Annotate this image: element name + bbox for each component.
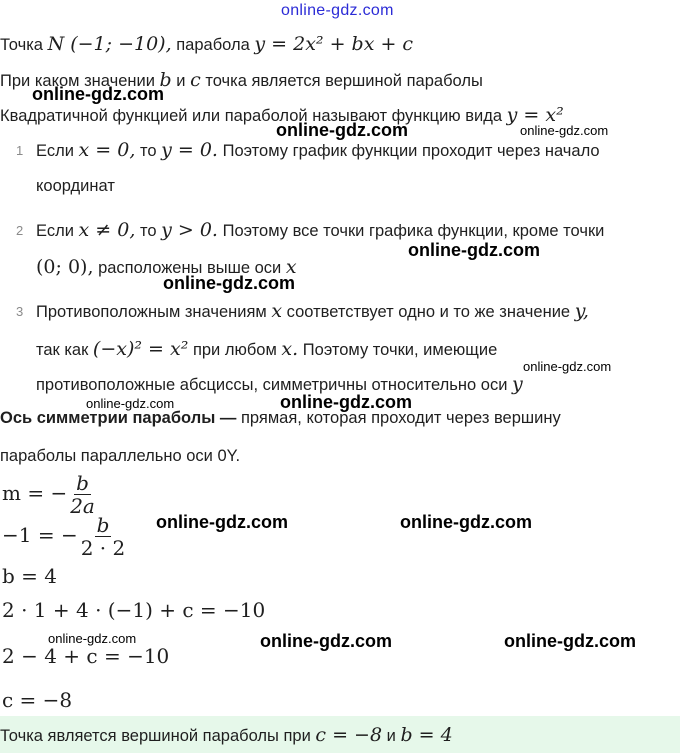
list-item-continuation: координат (36, 177, 115, 195)
answer-c: c = −8 (315, 724, 383, 746)
axis-text: прямая, которая проходит через вершину (240, 409, 561, 427)
problem-prefix: Точка (0, 36, 43, 54)
watermark: online-gdz.com (504, 631, 636, 651)
fraction-denominator: 2 · 2 (80, 536, 126, 560)
list-text: Если (36, 142, 74, 160)
list-text: противоположные абсциссы, симметричны относительно оси (36, 376, 508, 394)
axis-definition-continuation: параболы параллельно оси 0Y. (0, 447, 241, 465)
answer-b: b = 4 (400, 724, 453, 746)
watermark: online-gdz.com (400, 512, 532, 532)
list-formula: y (512, 373, 523, 395)
list-text: расположены выше оси (98, 259, 282, 277)
equation: b = 4 (2, 564, 57, 588)
watermark: online-gdz.com (280, 392, 412, 412)
fraction-numerator: b (76, 471, 89, 495)
fraction (81, 514, 126, 559)
list-formula: y > 0. (161, 219, 218, 241)
list-text: Противоположным значениям (36, 303, 267, 321)
watermark-small: online-gdz.com (520, 123, 609, 138)
list-text: Поэтому все точки графика функции, кроме точки (222, 222, 605, 240)
list-formula: x (271, 300, 283, 322)
equation (2, 514, 128, 559)
equation: 2 · 1 + 4 · (−1) + c = −10 (2, 598, 266, 622)
list-text: Поэтому график функции проходит через начало (222, 142, 600, 160)
definition-text: Квадратичной функцией или параболой называют функцию вида (0, 107, 503, 125)
list-text: Поэтому точки, имеющие (302, 341, 498, 359)
list-number: 2 (16, 223, 24, 238)
list-number: 3 (16, 304, 24, 319)
list-formula: x (285, 256, 297, 278)
equation (2, 472, 98, 517)
answer-line (0, 720, 453, 751)
problem-mid: парабола (176, 36, 250, 54)
list-formula: y, (574, 300, 589, 322)
point-formula: N (−1; −10), (47, 33, 172, 55)
list-text: то (139, 222, 157, 240)
axis-definition (0, 404, 561, 432)
watermark: online-gdz.com (156, 512, 288, 532)
watermark-small: online-gdz.com (523, 359, 612, 374)
axis-term: Ось симметрии параболы — (0, 409, 237, 427)
question-suffix: точка является вершиной параболы (205, 72, 483, 90)
fraction (70, 472, 95, 517)
list-text: при любом (192, 341, 277, 359)
list-formula: (0; 0), (36, 256, 94, 278)
problem-line (0, 30, 413, 59)
list-formula: x. (281, 338, 299, 360)
watermark-top: online-gdz.com (281, 2, 394, 19)
watermark: online-gdz.com (260, 631, 392, 651)
watermark-small: online-gdz.com (86, 396, 175, 411)
list-text: соответствует одно и то же значение (286, 303, 571, 321)
question-prefix: При каком значении (0, 72, 155, 90)
fraction-denominator: 2a (70, 494, 95, 518)
list-item (36, 293, 589, 330)
list-text: то (139, 142, 157, 160)
list-item (36, 132, 600, 169)
list-item-continuation (36, 331, 497, 368)
list-formula: (−x)² = x² (92, 338, 189, 360)
watermark: online-gdz.com (276, 120, 408, 140)
answer-and: и (386, 727, 396, 745)
list-text: Если (36, 222, 74, 240)
watermark: online-gdz.com (408, 240, 540, 260)
watermark-small: online-gdz.com (48, 631, 137, 646)
answer-text: Точка является вершиной параболы при (0, 727, 311, 745)
var-b: b (159, 69, 172, 91)
definition-formula: y = x² (506, 104, 564, 126)
fraction-numerator: b (96, 513, 110, 537)
watermark: online-gdz.com (32, 84, 164, 104)
equation: c = −8 (2, 688, 73, 712)
var-c: c (190, 69, 201, 91)
question-and: и (176, 72, 186, 90)
equation-lhs: m = − (2, 481, 68, 505)
list-number: 1 (16, 143, 24, 158)
list-formula: x = 0, (78, 139, 136, 161)
watermark: online-gdz.com (163, 273, 295, 293)
list-text: так как (36, 341, 89, 359)
list-formula: x ≠ 0, (78, 219, 136, 241)
list-formula: y = 0. (161, 139, 218, 161)
equation-lhs: −1 = − (2, 523, 78, 547)
parabola-formula: y = 2x² + bx + c (254, 33, 414, 55)
equation: 2 − 4 + c = −10 (2, 644, 170, 668)
